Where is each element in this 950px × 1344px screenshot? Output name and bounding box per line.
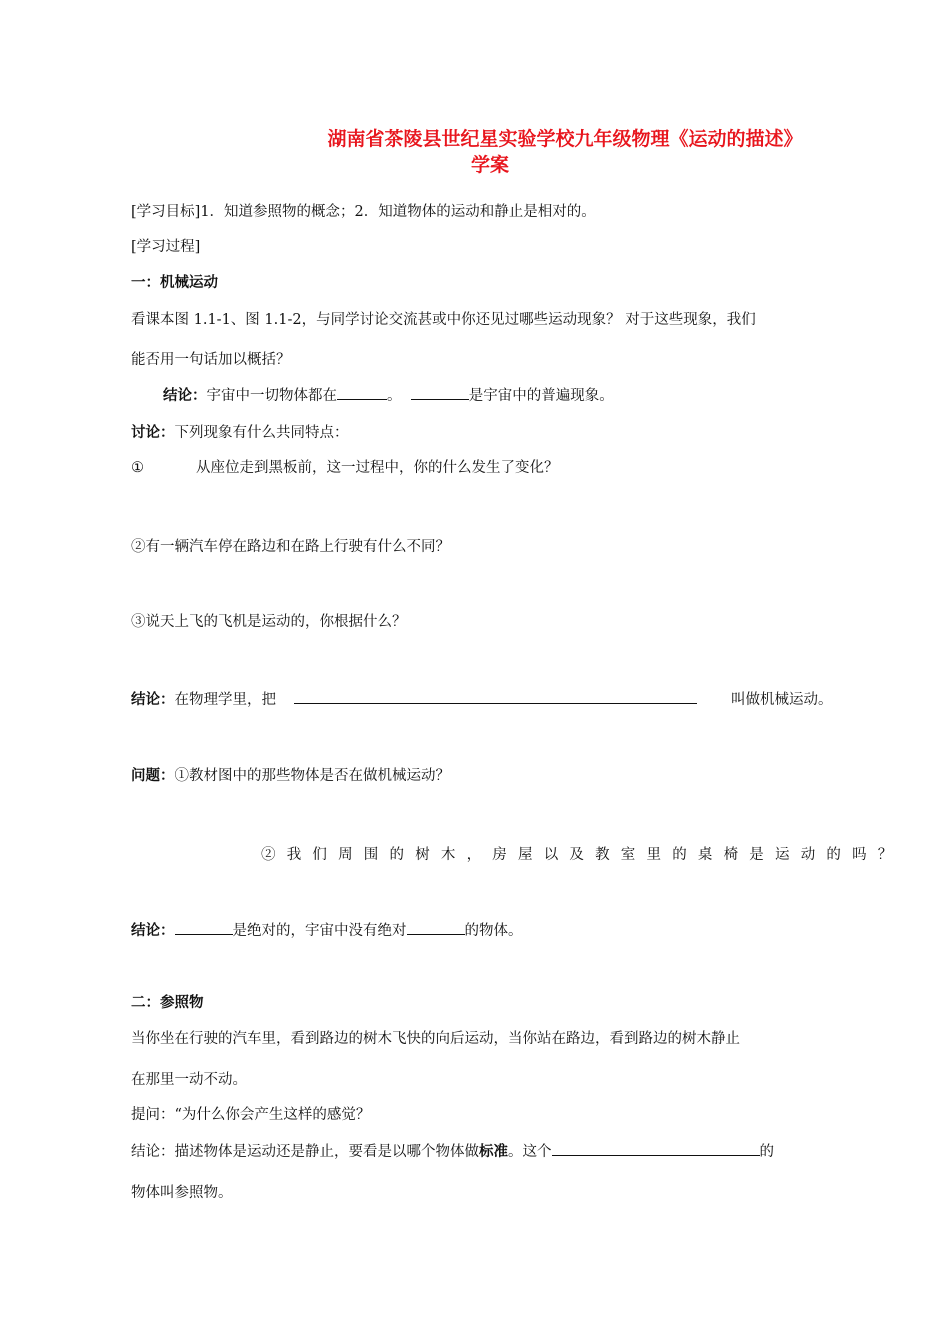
section2-heading: 二：参照物 [131,995,204,1011]
conclusion-label: 结论： [131,692,175,708]
fill-blank[interactable] [337,385,387,400]
objective-text: 1．知道参照物的概念；2．知道物体的运动和静止是相对的。 [200,204,596,220]
conclusion-text: 。 [387,388,402,404]
conclusion-text: 在物理学里，把 [174,692,276,708]
section2-conclusion [131,1141,774,1163]
conclusion-text: 是宇宙中的普遍现象。 [468,388,614,404]
section1-intro-line2: 能否用一句话加以概括？ [131,352,291,368]
conclusion-text: 是绝对的，宇宙中没有绝对 [232,923,407,939]
process-label: [学习过程] [131,239,201,255]
conclusion-1 [163,385,614,407]
problem [131,765,450,787]
question-marker: ① [131,460,144,476]
fill-blank[interactable] [552,1141,760,1156]
conclusion-emphasis: 标准 [479,1144,508,1160]
document-title: 湖南省茶陵县世纪星实验学校九年级物理《运动的描述》 [327,128,803,150]
discussion-text: 下列现象有什么共同特点： [174,425,349,441]
section1-heading: 一：机械运动 [131,275,218,291]
conclusion-text: 的物体。 [464,923,523,939]
conclusion-3 [131,920,523,942]
section1-intro-line1: 看课本图 1.1-1、图 1.1-2，与同学讨论交流甚或中你还见过哪些运动现象？ 对于这些现象，我们 [131,312,756,328]
discussion [131,422,349,444]
problem-text: ①教材图中的那些物体是否在做机械运动？ [174,768,450,784]
problem-label: 问题： [131,768,175,784]
conclusion-text: 。这个 [508,1144,552,1160]
problem-2: ②我们周围的树木，房屋以及教室里的桌椅是运动的吗？ [261,847,904,863]
question-3: ③说天上飞的飞机是运动的，你根据什么？ [131,614,407,630]
conclusion-text: 结论：描述物体是运动还是静止，要看是以哪个物体做 [131,1144,479,1160]
conclusion-text: 叫做机械运动。 [731,692,833,708]
learning-objective [131,201,596,223]
conclusion-label: 结论： [131,923,175,939]
fill-blank[interactable] [175,920,233,935]
question-2: ②有一辆汽车停在路边和在路上行驶有什么不同？ [131,539,450,555]
conclusion-label: 结论： [163,388,207,404]
discussion-label: 讨论： [131,425,175,441]
conclusion-2 [131,689,833,711]
objective-label: [学习目标] [131,204,201,220]
fill-blank[interactable] [294,689,697,704]
section2-ask: 提问：“为什么你会产生这样的感觉？ [131,1107,371,1123]
conclusion-text: 的 [759,1144,774,1160]
conclusion-text: 宇宙中一切物体都在 [206,388,337,404]
document-title-line2: 学案 [470,154,509,176]
section2-conclusion-line2: 物体叫参照物。 [131,1185,233,1201]
question-text: 从座位走到黑板前，这一过程中，你的什么发生了变化？ [196,460,559,476]
question-1 [131,457,559,479]
fill-blank[interactable] [407,920,465,935]
section2-para-line2: 在那里一动不动。 [131,1072,247,1088]
fill-blank[interactable] [411,385,469,400]
section2-para-line1: 当你坐在行驶的汽车里，看到路边的树木飞快的向后运动，当你站在路边，看到路边的树木静止 [131,1031,740,1047]
